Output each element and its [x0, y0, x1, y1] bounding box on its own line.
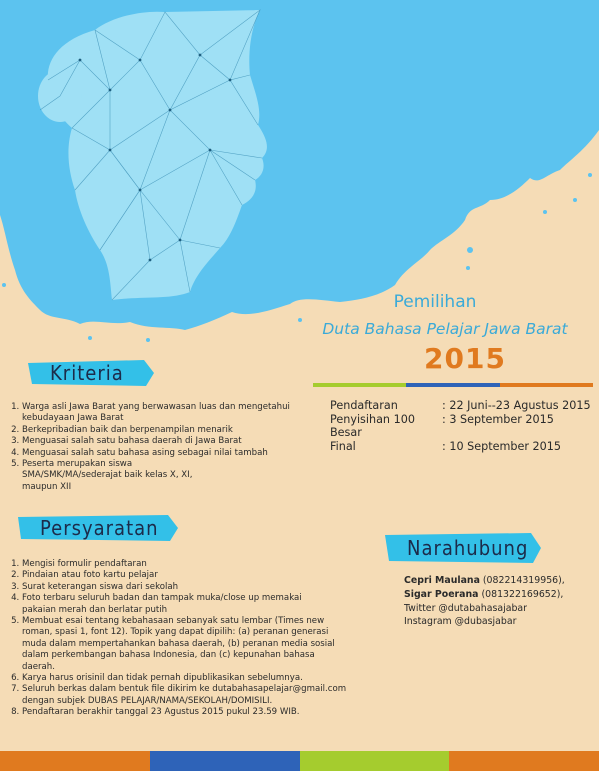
band-green — [300, 751, 450, 771]
list-item: 3. Menguasai salah satu bahasa daerah di Jawa Barat — [22, 436, 322, 447]
list-item: 3. Surat keterangan siswa dari sekolah — [22, 582, 372, 593]
list-item: 2. Pindaian atau foto kartu pelajar — [22, 570, 372, 581]
list-item: 8. Pendaftaran berakhir tanggal 23 Agustus 2015 pukul 23.59 WIB. — [22, 707, 372, 718]
list-item: 1. Warga asli Jawa Barat yang berwawasan luas dan mengetahui kebudayaan Jawa Barat — [22, 402, 322, 425]
schedule-label: Pendaftaran — [330, 399, 398, 412]
schedule-row — [330, 440, 591, 454]
twitter-handle: Twitter @dutabahasajabar — [404, 602, 527, 614]
schedule-label: Final — [330, 439, 356, 453]
contact-phone: (082214319956), — [479, 575, 565, 586]
event-year: 2015 — [424, 342, 506, 375]
contact-line — [404, 574, 594, 588]
schedule-row — [330, 399, 591, 413]
kriteria-list — [4, 402, 322, 493]
narahubung-heading-tab — [385, 533, 541, 563]
persyaratan-list — [4, 559, 372, 719]
title-underline — [313, 383, 593, 387]
instagram-handle: Instagram @dubasjabar — [404, 616, 517, 628]
schedule-value: : 22 Juni--23 Agustus 2015 — [442, 399, 591, 412]
persyaratan-heading-tab — [18, 515, 178, 541]
band-blue — [150, 751, 300, 771]
list-item: 6. Karya harus orisinil dan tidak pernah dipublikasikan sebelumnya. — [22, 673, 372, 684]
schedule-value: : 10 September 2015 — [442, 439, 561, 453]
list-item: 5. Membuat esai tentang kebahasaan sebanyak satu lembar (Times new roman, spasi 1, font 12). Topik yang dapat dipilih: (a) peranan generasi muda dalam mempertahankan bahasa daerah, (b) peranan media sosial dalam perkembangan bahasa Indonesia, dan (c) kepunahan bahasa daerah. — [22, 616, 342, 673]
band-orange — [449, 751, 599, 771]
list-item: 4. Menguasai salah satu bahasa asing sebagai nilai tambah — [22, 448, 322, 459]
schedule-label: Penyisihan 100 Besar — [330, 412, 415, 439]
list-item: 1. Mengisi formulir pendaftaran — [22, 559, 372, 570]
schedule-value: : 3 September 2015 — [442, 412, 554, 426]
kriteria-heading-tab — [28, 360, 154, 386]
schedule — [330, 399, 591, 453]
contact-info — [404, 574, 594, 629]
contact-line — [404, 588, 594, 602]
list-item: 5. Peserta merupakan siswa SMA/SMK/MA/sederajat baik kelas X, XI, maupun XII — [22, 459, 212, 493]
event-title-line1: Pemilihan — [393, 292, 477, 312]
bottom-color-band — [0, 751, 599, 771]
list-item: 4. Foto terbaru seluruh badan dan tampak muka/close up memakai pakaian merah dan berlatar putih — [22, 593, 322, 616]
kriteria-heading: Kriteria — [50, 361, 124, 385]
narahubung-heading: Narahubung — [407, 536, 529, 560]
list-item: 7. Seluruh berkas dalam bentuk file dikirim ke dutabahasapelajar@gmail.com dengan subjek DUBAS PELAJAR/NAMA/SEKOLAH/DOMISILI. — [22, 684, 362, 707]
contact-name: Cepri Maulana — [404, 575, 480, 586]
schedule-row — [330, 413, 591, 440]
persyaratan-heading: Persyaratan — [40, 516, 159, 540]
list-item: 2. Berkepribadian baik dan berpenampilan menarik — [22, 425, 322, 436]
contact-name: Sigar Poerana — [404, 588, 479, 600]
contact-phone: (081322169652), — [478, 588, 564, 600]
band-orange — [0, 751, 150, 771]
event-title-line2: Duta Bahasa Pelajar Jawa Barat — [322, 320, 568, 338]
